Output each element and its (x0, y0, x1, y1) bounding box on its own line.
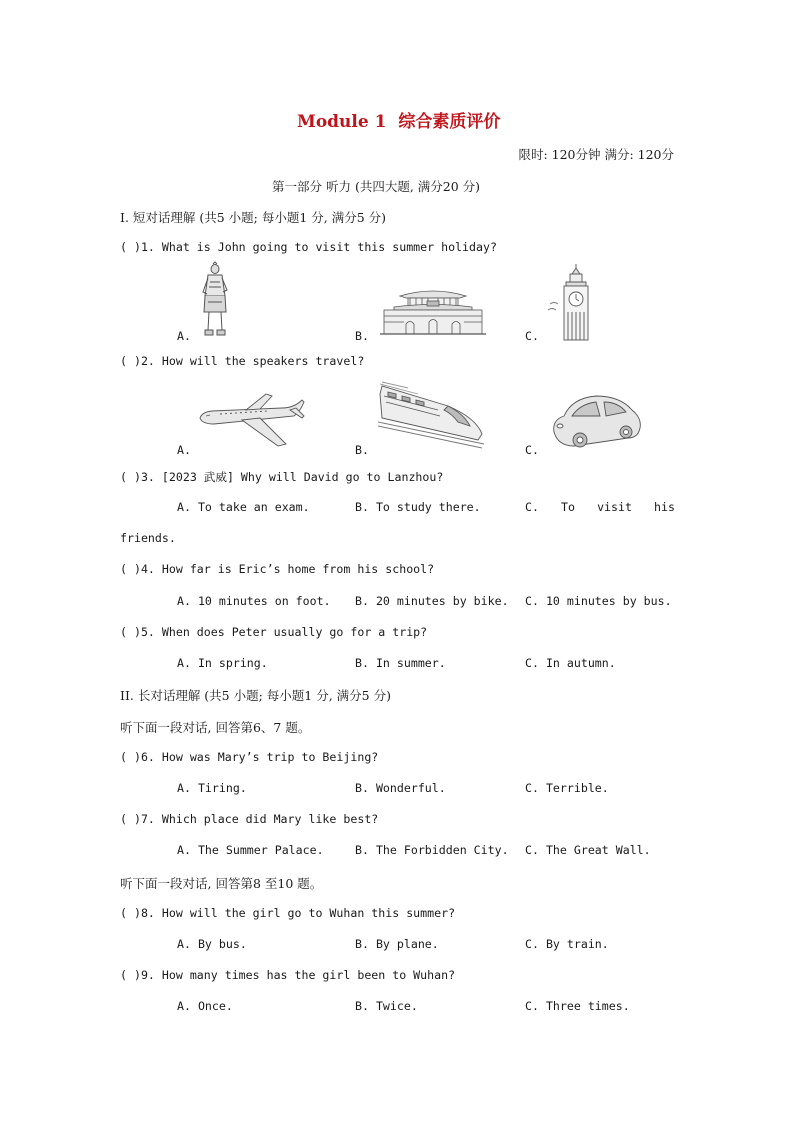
answer-blank-7[interactable]: ( ) (120, 812, 141, 826)
terracotta-warrior-icon[interactable] (197, 262, 233, 338)
question-5-text: 5. When does Peter usually go for a trip? (140, 625, 428, 639)
q3-option-c-word: To (561, 500, 575, 514)
q3-option-a[interactable]: A. To take an exam. (177, 500, 310, 514)
question-8-text: 8. How will the girl go to Wuhan this summer? (140, 906, 456, 920)
q7-option-c[interactable]: C. The Great Wall. (525, 843, 651, 857)
question-2 (120, 354, 364, 368)
q4-option-c[interactable]: C. 10 minutes by bus. (525, 594, 672, 608)
q4-option-a[interactable]: A. 10 minutes on foot. (177, 594, 331, 608)
q6-option-b[interactable]: B. Wonderful. (355, 781, 446, 795)
car-icon[interactable] (550, 392, 642, 452)
answer-blank-2[interactable]: ( ) (120, 354, 141, 368)
q9-option-a[interactable]: A. Once. (177, 999, 233, 1013)
q3-option-c-continuation: friends. (120, 531, 176, 545)
question-9-text: 9. How many times has the girl been to Wuhan? (140, 968, 456, 982)
q1-option-c[interactable]: C. (525, 329, 539, 343)
question-6-text: 6. How was Mary’s trip to Beijing? (140, 750, 379, 764)
q6-option-c[interactable]: C. Terrible. (525, 781, 609, 795)
question-8 (120, 906, 455, 920)
q6-option-a[interactable]: A. Tiring. (177, 781, 247, 795)
q2-option-c[interactable]: C. (525, 443, 539, 457)
question-7 (120, 812, 378, 826)
question-2-text: 2. How will the speakers travel? (140, 354, 365, 368)
q5-option-a[interactable]: A. In spring. (177, 656, 268, 670)
page-title (297, 107, 500, 132)
q5-option-b[interactable]: B. In summer. (355, 656, 446, 670)
question-3-text: 3. [2023 武威] Why will David go to Lanzhou? (140, 470, 444, 484)
answer-blank-1[interactable]: ( ) (120, 240, 141, 254)
question-1 (120, 240, 497, 254)
q7-option-b[interactable]: B. The Forbidden City. (355, 843, 509, 857)
q1-option-b[interactable]: B. (355, 329, 369, 343)
q3-option-c[interactable] (525, 500, 675, 514)
answer-blank-6[interactable]: ( ) (120, 750, 141, 764)
q4-option-b[interactable]: B. 20 minutes by bike. (355, 594, 509, 608)
question-9 (120, 968, 455, 982)
q3-option-c-word: visit (597, 500, 632, 514)
question-6 (120, 750, 378, 764)
answer-blank-3[interactable]: ( ) (120, 470, 141, 484)
q2-option-a[interactable]: A. (177, 443, 191, 457)
q8-option-b[interactable]: B. By plane. (355, 937, 439, 951)
high-speed-train-icon[interactable] (378, 382, 486, 448)
question-4 (120, 562, 434, 576)
title-module: Module 1 (297, 112, 387, 132)
q1-option-a[interactable]: A. (177, 329, 191, 343)
question-7-text: 7. Which place did Mary like best? (140, 812, 379, 826)
instruction-q8-q10: 听下面一段对话, 回答第8 至10 题。 (120, 876, 323, 891)
title-chinese: 综合素质评价 (398, 112, 501, 132)
question-5 (120, 625, 427, 639)
q8-option-c[interactable]: C. By train. (525, 937, 609, 951)
section2-heading: II. 长对话理解 (共5 小题; 每小题1 分, 满分5 分) (120, 688, 391, 703)
q3-option-c-word: his (654, 500, 675, 514)
q9-option-c[interactable]: C. Three times. (525, 999, 630, 1013)
answer-blank-8[interactable]: ( ) (120, 906, 141, 920)
question-3 (120, 469, 443, 485)
answer-blank-5[interactable]: ( ) (120, 625, 141, 639)
part1-heading: 第一部分 听力 (共四大题, 满分20 分) (272, 179, 481, 194)
answer-blank-4[interactable]: ( ) (120, 562, 141, 576)
time-score-limits: 限时: 120分钟 满分: 120分 (518, 147, 674, 162)
instruction-q6-q7: 听下面一段对话, 回答第6、7 题。 (120, 720, 311, 735)
answer-blank-9[interactable]: ( ) (120, 968, 141, 982)
q3-option-c-word: C. (525, 500, 539, 514)
q9-option-b[interactable]: B. Twice. (355, 999, 418, 1013)
question-4-text: 4. How far is Eric’s home from his school? (140, 562, 435, 576)
question-1-text: 1. What is John going to visit this summer holiday? (140, 240, 497, 254)
big-ben-icon[interactable] (548, 264, 590, 340)
q3-option-b[interactable]: B. To study there. (355, 500, 481, 514)
q8-option-a[interactable]: A. By bus. (177, 937, 247, 951)
section1-heading: I. 短对话理解 (共5 小题; 每小题1 分, 满分5 分) (120, 210, 387, 225)
q5-option-c[interactable]: C. In autumn. (525, 656, 616, 670)
q2-option-b[interactable]: B. (355, 443, 369, 457)
q7-option-a[interactable]: A. The Summer Palace. (177, 843, 324, 857)
tiananmen-gate-icon[interactable] (380, 288, 486, 336)
airplane-icon[interactable] (198, 388, 306, 450)
